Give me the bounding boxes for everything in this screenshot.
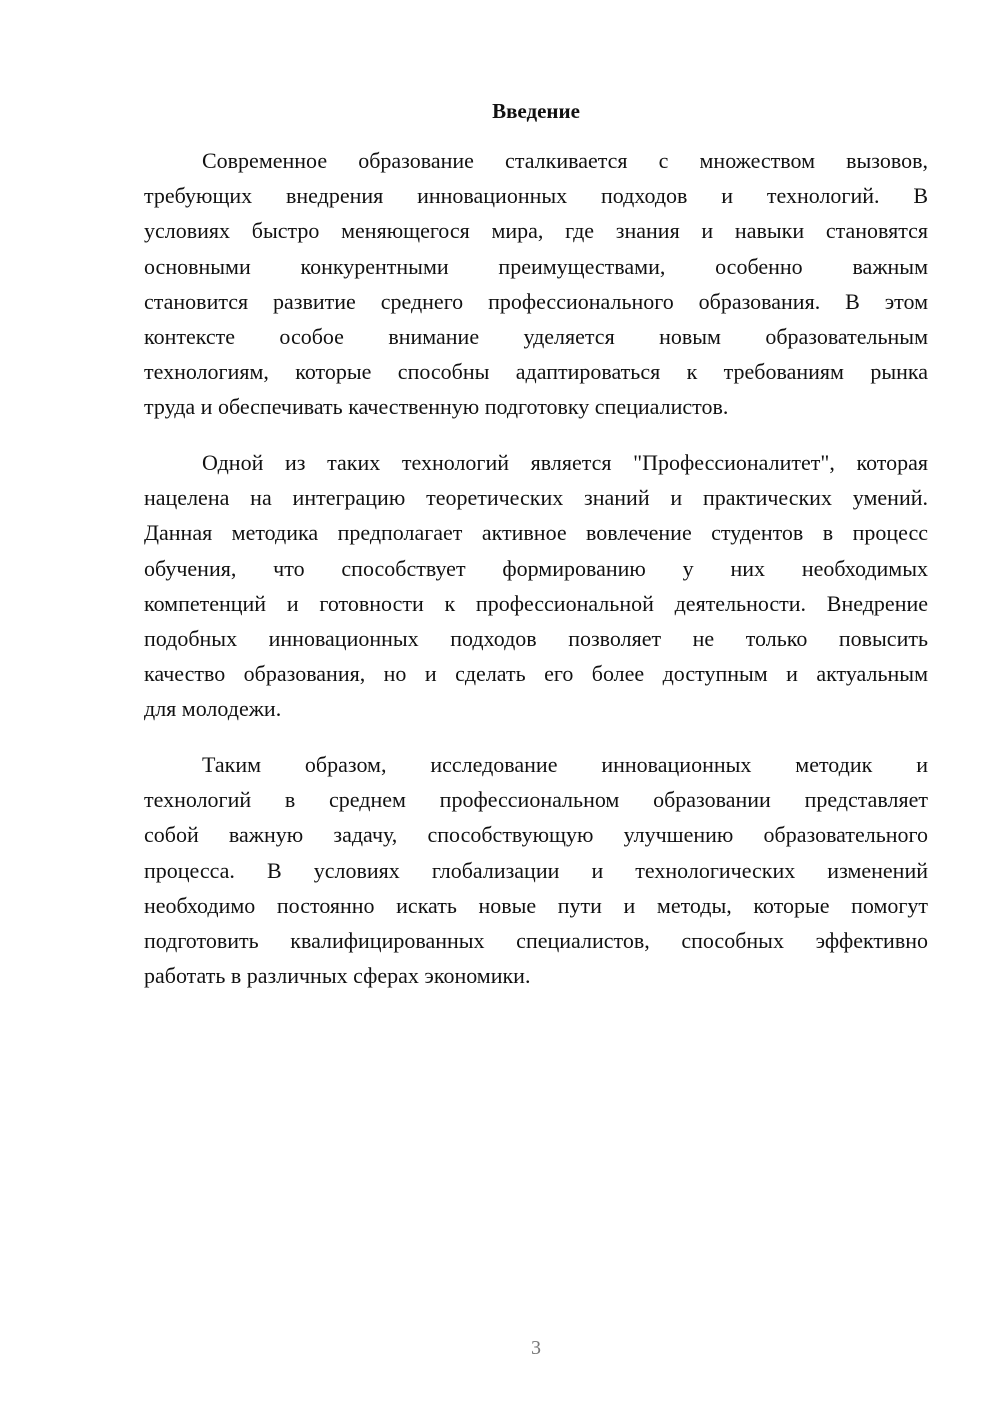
paragraph-line: труда и обеспечивать качественную подготовку специалистов. <box>144 394 729 420</box>
paragraph-line: собой важную задачу, способствующую улучшению образовательного <box>144 822 928 848</box>
paragraph-line: Данная методика предполагает активное вовлечение студентов в процесс <box>144 520 928 546</box>
paragraph-line: работать в различных сферах экономики. <box>144 963 531 989</box>
paragraph-line: становится развитие среднего профессионального образования. В этом <box>144 288 928 314</box>
paragraph-line: Таким образом, исследование инновационных методик и <box>202 752 928 777</box>
paragraph-line: необходимо постоянно искать новые пути и методы, которые помогут <box>144 892 928 918</box>
paragraph-line: технологий в среднем профессиональном образовании представляет <box>144 787 928 813</box>
paragraph-line: для молодежи. <box>144 696 282 722</box>
paragraph-3 <box>144 747 928 993</box>
paragraph-line: контексте особое внимание уделяется новым образовательным <box>144 323 928 349</box>
paragraph-line: процесса. В условиях глобализации и технологических изменений <box>144 857 928 883</box>
paragraph-line: Современное образование сталкивается с множеством вызовов, <box>202 148 928 173</box>
page-number: 3 <box>531 1337 541 1359</box>
paragraph-line: технологиям, которые способны адаптироваться к требованиям рынка <box>144 359 928 385</box>
paragraph-line: требующих внедрения инновационных подходов и технологий. В <box>144 183 928 209</box>
paragraph-line: обучения, что способствует формированию у них необходимых <box>144 555 928 581</box>
paragraph-line: Одной из таких технологий является "Профессионалитет", которая <box>202 450 928 475</box>
paragraph-line: подобных инновационных подходов позволяет не только повысить <box>144 625 928 651</box>
paragraph-2 <box>144 445 928 727</box>
paragraph-line: условиях быстро меняющегося мира, где знания и навыки становятся <box>144 218 928 244</box>
paragraph-1 <box>144 143 928 425</box>
paragraph-line: компетенций и готовности к профессиональной деятельности. Внедрение <box>144 590 928 616</box>
paragraph-line: подготовить квалифицированных специалистов, способных эффективно <box>144 927 928 953</box>
paragraph-line: нацелена на интеграцию теоретических знаний и практических умений. <box>144 485 928 511</box>
paragraph-line: основными конкурентными преимуществами, особенно важным <box>144 253 928 279</box>
section-heading: Введение <box>492 99 580 123</box>
paragraph-line: качество образования, но и сделать его более доступным и актуальным <box>144 661 928 687</box>
